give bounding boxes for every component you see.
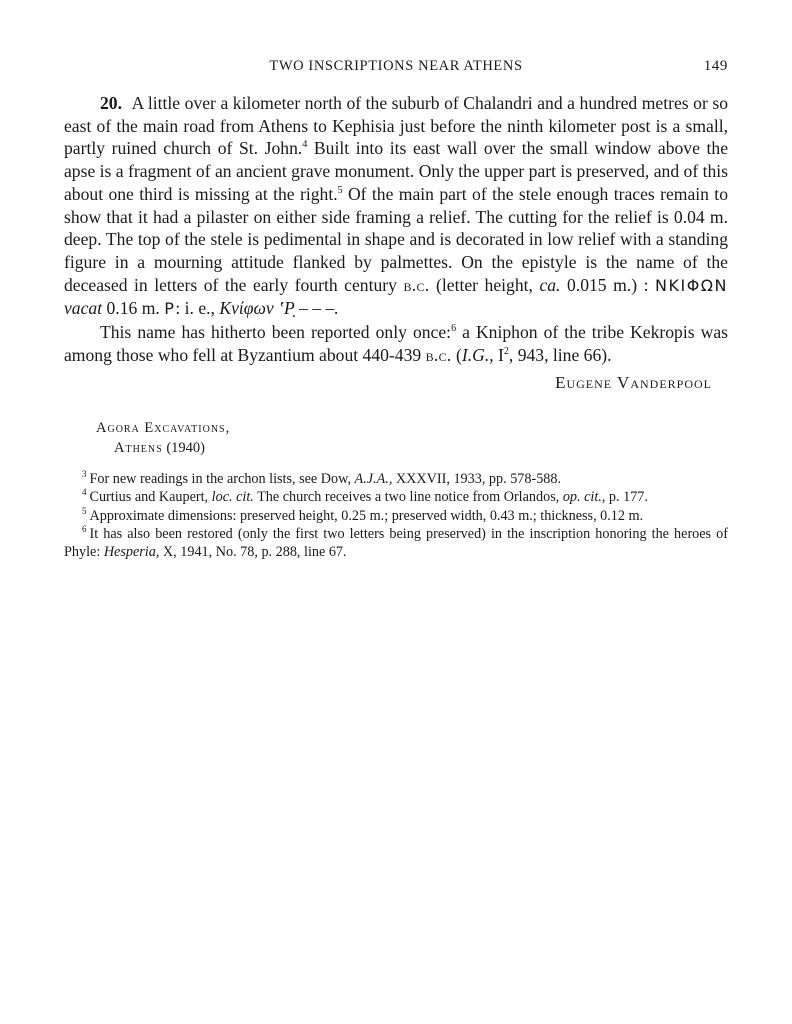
- footnote-mark: 3: [82, 469, 87, 479]
- era-abbrev: b.c.: [403, 274, 430, 295]
- paragraph-text: 0.015 m.) :: [560, 274, 649, 295]
- footnote-text: Approximate dimensions: preserved height, 0.25 m.; preserved width, 0.43 m.; thickness, 0.12 m.: [89, 507, 644, 524]
- footnote-ref-6: 6: [451, 323, 457, 335]
- footnote-text: Curtius and Kaupert,: [89, 489, 212, 506]
- greek-reading: Κνίφων ʽΡ̣ – – –.: [219, 298, 339, 319]
- vacat-label: vacat: [64, 298, 103, 319]
- affiliation-place: [96, 438, 230, 458]
- running-title: TWO INSCRIPTIONS NEAR ATHENS: [269, 58, 523, 74]
- paragraph-text: A little over a kilometer north of the suburb of Chalandri and a hundred metres or so east of the main road from Athens to Kephisia just before the ninth kilometer post is a small, partly ruined church of St. John.: [64, 93, 728, 159]
- footnote-mark: 4: [82, 487, 87, 498]
- footnote-6: [64, 525, 728, 562]
- inscription-fragment: Ρ: [164, 299, 176, 319]
- paragraph-2: [64, 321, 728, 366]
- footnote-text: p. 177.: [605, 489, 648, 506]
- author-signature: Eugene Vanderpool: [555, 373, 712, 393]
- paragraph-text: a Kniphon of the tribe Kekropis was among those who fell at Byzantium about 440-439: [64, 322, 728, 365]
- affiliation-institution: Agora Excavations,: [96, 420, 231, 436]
- paragraph-text: , 943, line 66).: [508, 344, 612, 365]
- edition-superscript: 2: [503, 345, 509, 357]
- journal-title: A.J.A.,: [354, 471, 393, 487]
- footnote-ref-4: 4: [302, 139, 308, 151]
- page-number: 149: [703, 58, 728, 74]
- op-cit: op. cit.,: [562, 489, 606, 506]
- footnote-mark: 6: [82, 523, 87, 534]
- body-text: [64, 92, 728, 395]
- loc-cit: loc. cit.: [211, 489, 254, 506]
- paragraph-text: Built into its east wall over the small window above the apse is a fragment of an ancient grave monument. Only the upper part is preserved, and of this about one third is missing at the right.: [64, 138, 728, 204]
- paragraph-text: (letter height,: [429, 274, 540, 295]
- affiliation-year: (1940): [162, 440, 205, 456]
- paragraph-text: I: [493, 344, 504, 365]
- paragraph-number: 20.: [100, 93, 122, 113]
- paragraph-text: Of the main part of the stele enough traces remain to show that it had a pilaster on either side framing a relief. The cutting for the relief is 0.04 m. deep. The top of the stele is pedimental in shape and is decorated in low relief with a standing figure in a mourning attitude flanked by palmettes. On the epistyle is the name of the deceased in letters of the early fourth century: [64, 183, 728, 295]
- running-head: [64, 58, 728, 80]
- footnote-5: [64, 507, 728, 525]
- paragraph-text: : i. e.,: [175, 298, 220, 319]
- footnote-ref-5: 5: [337, 184, 343, 196]
- footnote-text: The church receives a two line notice from Orlandos,: [253, 489, 563, 506]
- footnote-text: For new readings in the archon lists, see Dow,: [89, 471, 355, 487]
- footnote-text: X, 1941, No. 78, p. 288, line 67.: [159, 544, 347, 561]
- journal-title: Hesperia,: [103, 544, 160, 561]
- circa-abbrev: ca.: [539, 274, 561, 295]
- footnote-text: It has also been restored (only the first two letters being preserved) in the inscription honoring the heroes of Phyle:: [64, 525, 728, 561]
- paragraph-text: 0.16 m.: [102, 298, 165, 319]
- paragraph-20: [64, 92, 728, 321]
- footnote-3: [64, 470, 728, 488]
- paragraph-text: (: [451, 344, 462, 365]
- author-affiliation: [96, 418, 230, 458]
- footnotes: [64, 470, 728, 561]
- inscription-text: ΝΚΙΦΩΝ: [655, 275, 728, 295]
- footnote-text: XXXVII, 1933, pp. 578-588.: [392, 471, 562, 487]
- footnote-4: [64, 488, 728, 506]
- era-abbrev: b.c.: [425, 344, 452, 365]
- paragraph-text: This name has hitherto been reported only once:: [100, 322, 452, 343]
- footnote-mark: 5: [82, 505, 87, 516]
- citation-ig: I.G.,: [461, 344, 494, 365]
- affiliation-city: Athens: [114, 440, 163, 456]
